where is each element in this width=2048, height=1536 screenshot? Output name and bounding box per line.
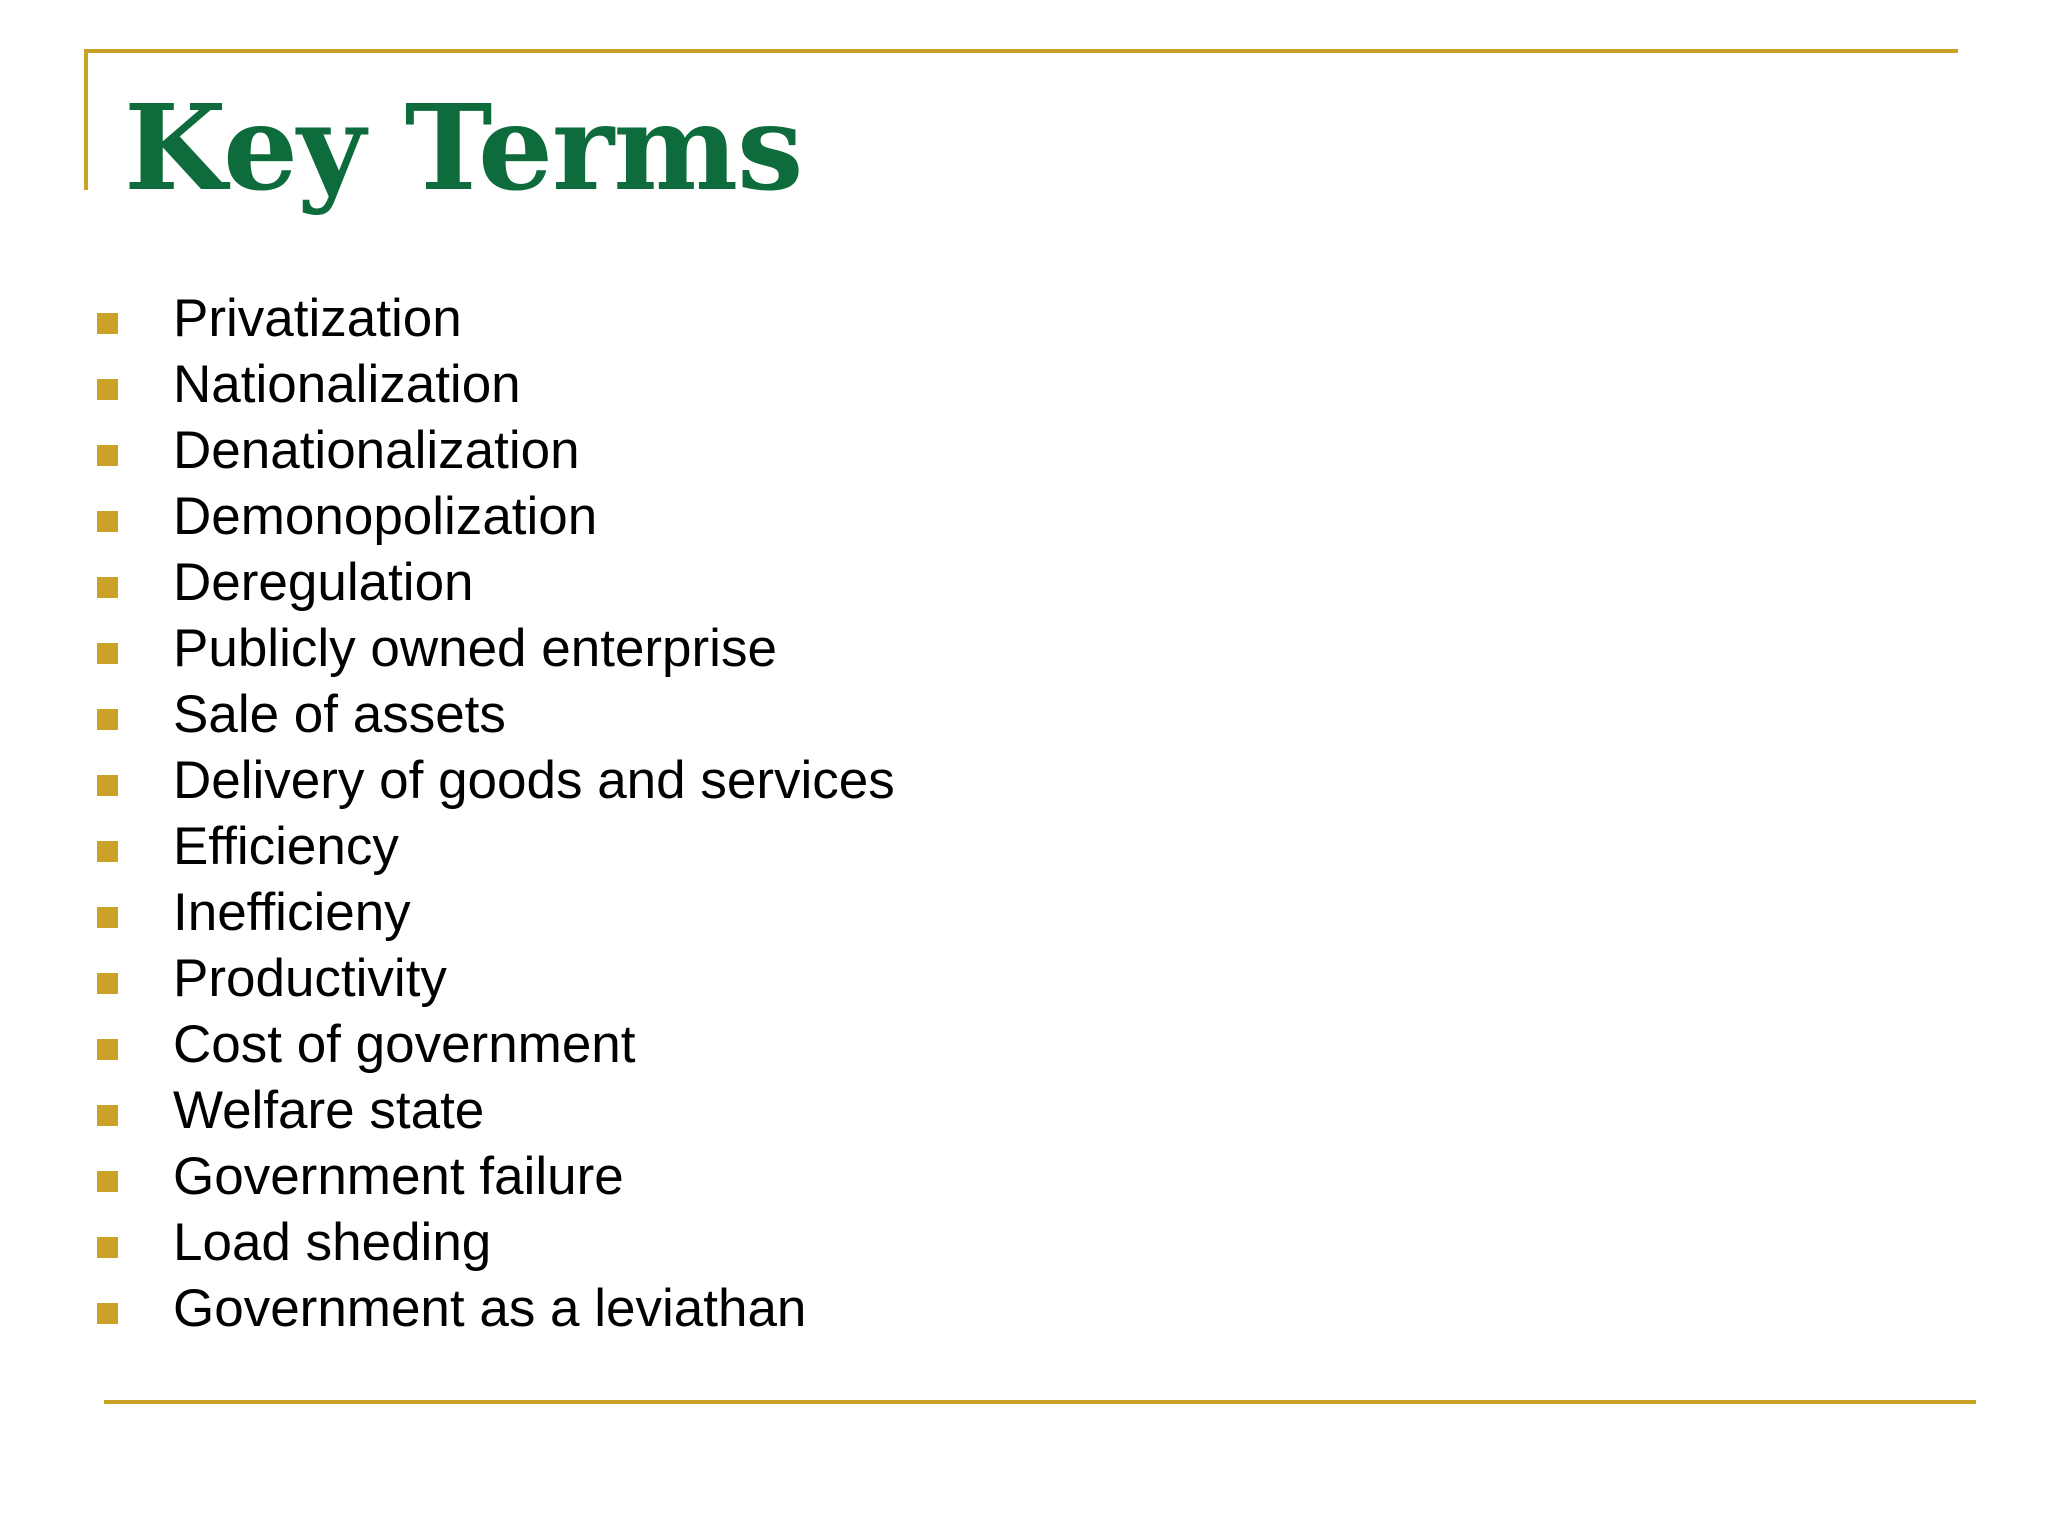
- square-bullet-icon: [97, 907, 118, 928]
- list-item-label: Welfare state: [173, 1081, 485, 1140]
- square-bullet-icon: [97, 1105, 118, 1126]
- key-terms-list: [0, 286, 1000, 1342]
- list-item-label: Government failure: [173, 1147, 624, 1206]
- square-bullet-icon: [97, 379, 118, 400]
- square-bullet-icon: [97, 313, 118, 334]
- slide-title: Key Terms: [124, 78, 803, 217]
- list-item: [0, 616, 1000, 682]
- list-item: [0, 748, 1000, 814]
- square-bullet-icon: [97, 445, 118, 466]
- list-item-label: Publicly owned enterprise: [173, 619, 777, 678]
- list-item-label: Efficiency: [173, 817, 399, 876]
- list-item: [0, 1144, 1000, 1210]
- bottom-accent-rule: [104, 1400, 1976, 1404]
- list-item: [0, 1210, 1000, 1276]
- list-item: [0, 1012, 1000, 1078]
- square-bullet-icon: [97, 1039, 118, 1060]
- list-item-label: Cost of government: [173, 1015, 636, 1074]
- list-item: [0, 814, 1000, 880]
- list-item: [0, 946, 1000, 1012]
- list-item: [0, 286, 1000, 352]
- list-item: [0, 418, 1000, 484]
- square-bullet-icon: [97, 841, 118, 862]
- square-bullet-icon: [97, 643, 118, 664]
- square-bullet-icon: [97, 1303, 118, 1324]
- list-item-label: Delivery of goods and services: [173, 751, 895, 810]
- square-bullet-icon: [97, 1171, 118, 1192]
- list-item: [0, 1078, 1000, 1144]
- square-bullet-icon: [97, 973, 118, 994]
- list-item-label: Productivity: [173, 949, 447, 1008]
- left-accent-rule: [84, 49, 88, 190]
- list-item-label: Demonopolization: [173, 487, 598, 546]
- square-bullet-icon: [97, 709, 118, 730]
- top-accent-rule: [84, 49, 1958, 53]
- list-item: [0, 1276, 1000, 1342]
- square-bullet-icon: [97, 775, 118, 796]
- list-item-label: Inefficieny: [173, 883, 411, 942]
- list-item: [0, 880, 1000, 946]
- list-item-label: Load sheding: [173, 1213, 492, 1272]
- list-item-label: Deregulation: [173, 553, 474, 612]
- square-bullet-icon: [97, 511, 118, 532]
- list-item-label: Government as a leviathan: [173, 1279, 807, 1338]
- square-bullet-icon: [97, 577, 118, 598]
- list-item: [0, 352, 1000, 418]
- list-item-label: Denationalization: [173, 421, 580, 480]
- list-item: [0, 550, 1000, 616]
- list-item: [0, 682, 1000, 748]
- list-item: [0, 484, 1000, 550]
- square-bullet-icon: [97, 1237, 118, 1258]
- list-item-label: Privatization: [173, 289, 462, 348]
- list-item-label: Nationalization: [173, 355, 521, 414]
- list-item-label: Sale of assets: [173, 685, 506, 744]
